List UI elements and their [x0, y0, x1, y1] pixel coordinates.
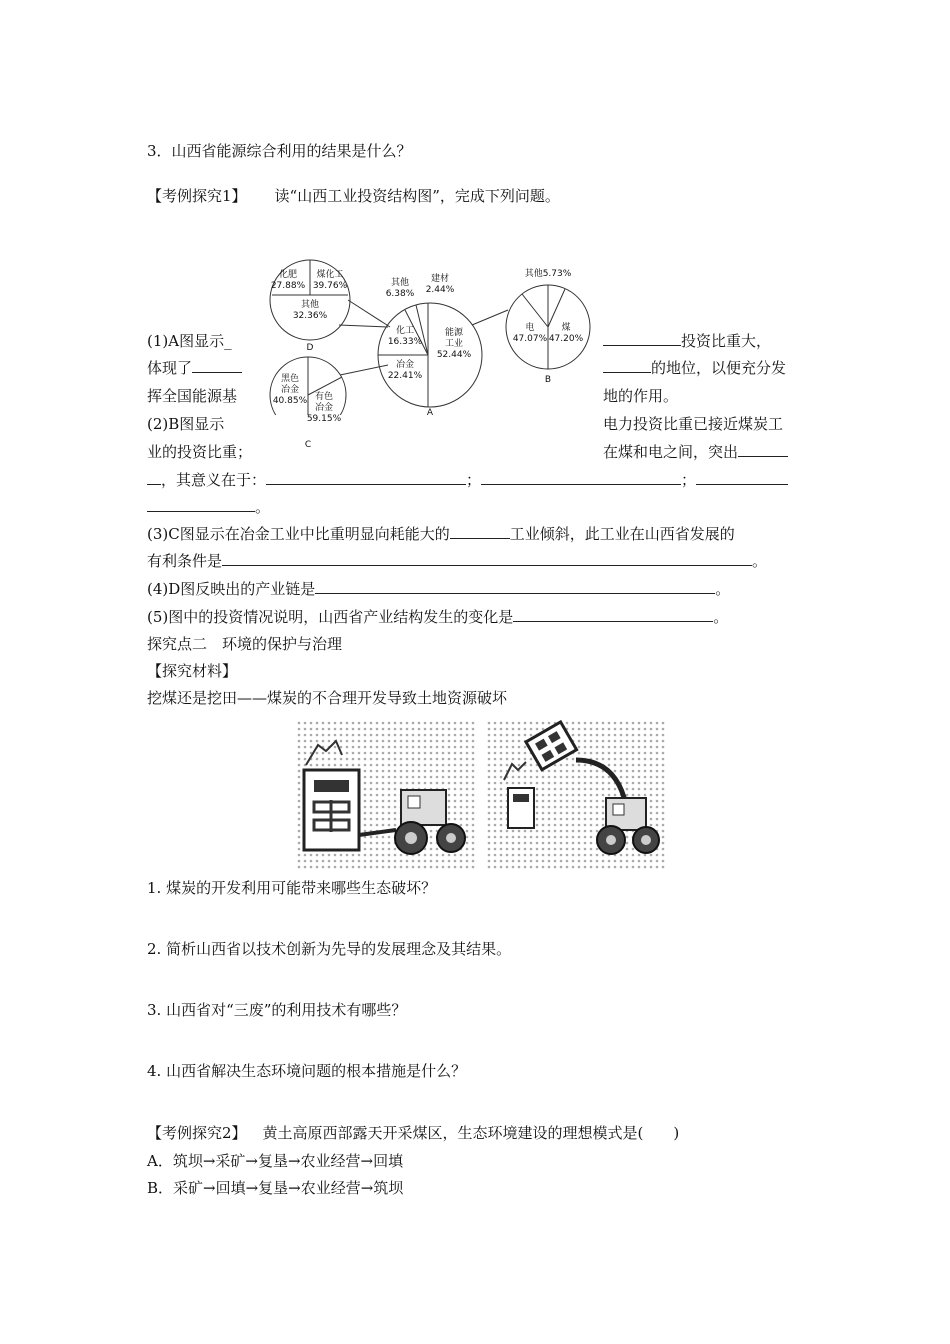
- q4-line: (4)D图反映出的产业链是 。: [147, 580, 731, 598]
- b-coal-label: 煤: [561, 323, 571, 333]
- example-1-heading: [147, 186, 560, 206]
- q3c-line-1: (3)C图显示在冶金工业中比重明显向耗能大的 工业倾斜，此工业在山西省发展的: [147, 525, 735, 543]
- q2-right-2: 在煤和电之间，突出: [603, 442, 788, 462]
- d-coalchem-pct: 39.76%: [312, 281, 348, 291]
- d-fert-pct: 27.88%: [270, 281, 306, 291]
- question-3-energy: 3．山西省能源综合利用的结果是什么？: [147, 142, 412, 160]
- b-elec-label: 电: [525, 323, 535, 333]
- a-met-label: 冶金: [395, 360, 415, 370]
- q1-left-2: 体现了: [147, 358, 242, 378]
- q1-left-1: (1)A图显示_: [147, 332, 232, 350]
- cartoon-right-image: [486, 720, 666, 870]
- cartoon-left-image: [296, 720, 476, 870]
- example-2-heading: [147, 1123, 679, 1143]
- q2-line-4: 。: [147, 497, 270, 517]
- b-coal-pct: 47.20%: [548, 334, 584, 344]
- q2-left-2: 业的投资比重；: [147, 443, 253, 461]
- a-label: A: [426, 408, 434, 415]
- a-other-label: 其他: [390, 278, 410, 288]
- example-1-text: 读“山西工业投资结构图”，完成下列问题。: [274, 187, 560, 205]
- example-2-tag: 【考例探究2】: [147, 1124, 247, 1142]
- pie-c-labels: [260, 355, 380, 455]
- b-label: B: [544, 375, 552, 385]
- b-other-label: 其他5.73%: [524, 269, 572, 279]
- q2-right-1: 电力投资比重已接近煤炭工: [603, 415, 784, 433]
- a-build-label: 建材: [430, 274, 450, 284]
- material-text: 挖煤还是挖田——煤炭的不合理开发导致土地资源破坏: [147, 689, 508, 707]
- question-item-2: 2. 简析山西省以技术创新为先导的发展理念及其结果。: [147, 940, 512, 958]
- a-met-pct: 22.41%: [387, 371, 423, 381]
- d-other-label: 其他: [300, 300, 320, 310]
- a-chem-label: 化工: [395, 326, 415, 336]
- option-b: B．采矿→回填→复垦→农业经营→筑坝: [147, 1179, 404, 1197]
- q1-left-3: 挥全国能源基: [147, 387, 238, 405]
- c-ferrous-label-1: 黑色: [280, 374, 300, 384]
- c-label: C: [304, 440, 312, 450]
- material-tag: 【探究材料】: [147, 662, 238, 680]
- q3c-line-2: 有利条件是 。: [147, 552, 768, 570]
- section-2-heading: 探究点二 环境的保护与治理: [147, 635, 343, 653]
- a-energy-label-1: 能源: [444, 328, 464, 338]
- c-ferrous-label-2: 冶金: [280, 385, 300, 395]
- q1-right-3: 地的作用。: [603, 387, 679, 405]
- b-elec-pct: 47.07%: [512, 334, 548, 344]
- d-fert-label: 化肥: [278, 270, 298, 280]
- c-ferrous-pct: 40.85%: [272, 396, 308, 406]
- example-1-tag: 【考例探究1】: [147, 187, 247, 205]
- a-energy-pct: 52.44%: [436, 350, 472, 360]
- q1-right-1: 投资比重大，: [603, 331, 771, 351]
- d-label: D: [306, 343, 314, 353]
- a-chem-pct: 16.33%: [387, 337, 423, 347]
- d-coalchem-label: 煤化工: [316, 270, 344, 280]
- q2-left-1: (2)B图显示: [147, 415, 225, 433]
- a-build-pct: 2.44%: [425, 285, 455, 295]
- q5-line: (5)图中的投资情况说明，山西省产业结构发生的变化是 。: [147, 608, 729, 626]
- q1-right-2: 的地位，以便充分发: [603, 358, 786, 378]
- question-item-3: 3. 山西省对“三废”的利用技术有哪些？: [147, 1001, 407, 1019]
- c-nonferrous-label-2: 冶金: [314, 403, 334, 413]
- d-other-pct: 32.36%: [292, 311, 328, 321]
- question-item-1: 1. 煤炭的开发利用可能带来哪些生态破坏？: [147, 879, 437, 897]
- c-nonferrous-label-1: 有色: [314, 392, 334, 402]
- a-energy-label-2: 工业: [444, 339, 464, 349]
- option-a: A．筑坝→采矿→复垦→农业经营→回填: [147, 1152, 404, 1170]
- example-2-text: 黄土高原西部露天开采煤区，生态环境建设的理想模式是( ): [262, 1124, 680, 1142]
- a-other-pct: 6.38%: [385, 289, 415, 299]
- c-nonferrous-pct: 59.15%: [306, 414, 342, 424]
- question-item-4: 4. 山西省解决生态环境问题的根本措施是什么？: [147, 1062, 467, 1080]
- q2-line-3: ，其意义在于： ； ；: [147, 470, 788, 490]
